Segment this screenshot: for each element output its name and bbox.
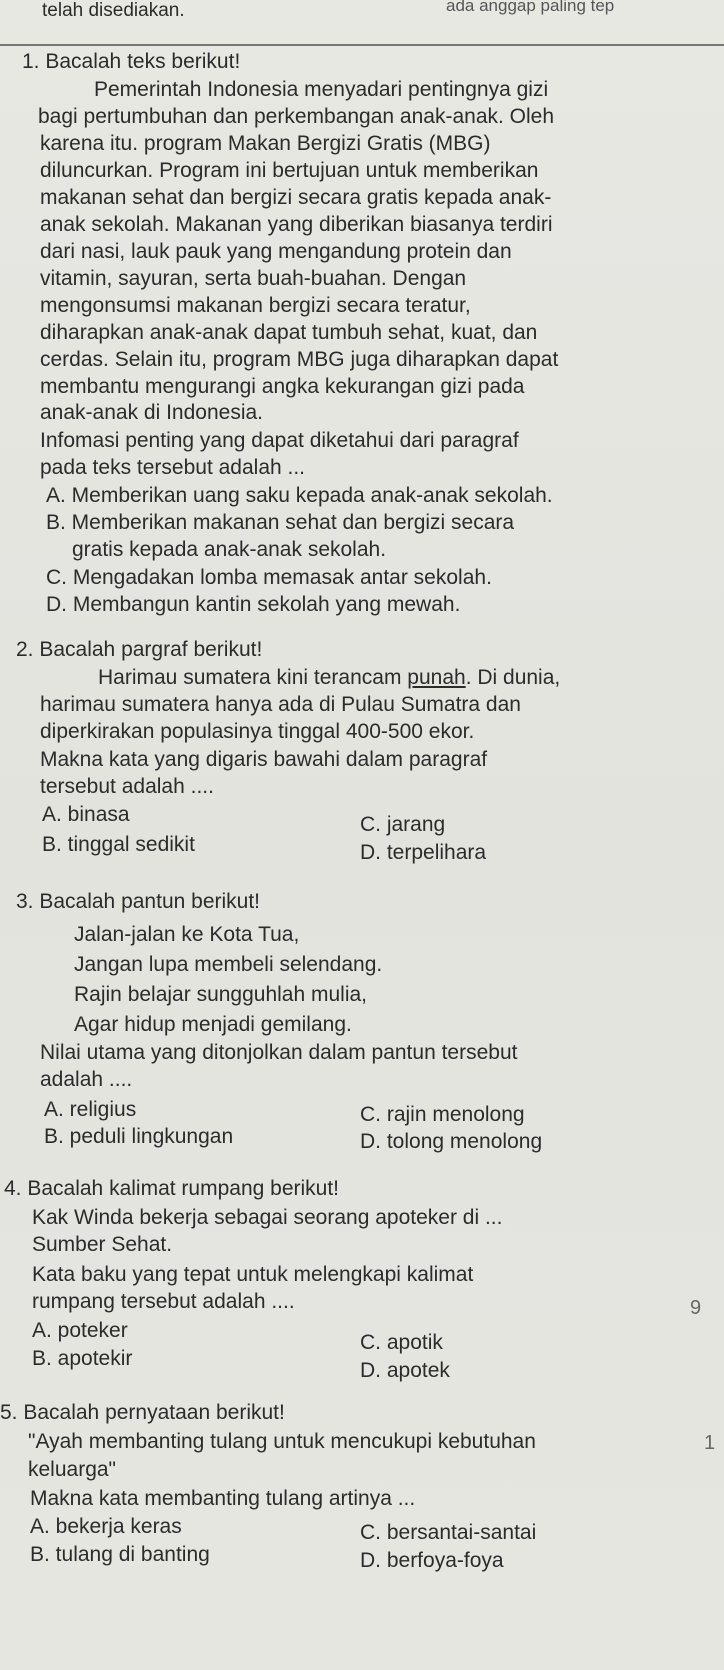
q4-option-d[interactable]: D. apotek: [360, 1359, 450, 1382]
q1-para-line: mengonsumsi makanan bergizi secara teratur,: [40, 294, 471, 317]
q1-para-line: anak sekolah. Makanan yang diberikan biasanya terdiri: [40, 213, 553, 236]
q1-para-line: karena itu. program Makan Bergizi Gratis (MBG): [40, 132, 491, 155]
q2-option-d[interactable]: D. terpelihara: [360, 841, 487, 864]
q4-text-line: Kak Winda bekerja sebagai seorang apoteker di ...: [32, 1206, 503, 1229]
q5-option-d[interactable]: D. berfoya-foya: [360, 1549, 504, 1572]
q4-text-line: Sumber Sehat.: [32, 1233, 173, 1256]
q1-para-line: cerdas. Selain itu, program MBG juga diharapkan dapat: [40, 348, 559, 371]
q1-para-line: membantu mengurangi angka kekurangan gizi pada: [40, 375, 525, 398]
q4-option-a[interactable]: A. poteker: [32, 1319, 128, 1342]
header-strip: [0, 0, 724, 46]
q5-option-a[interactable]: A. bekerja keras: [30, 1515, 182, 1538]
pantun-line: Jangan lupa membeli selendang.: [74, 953, 383, 976]
pantun-line: Jalan-jalan ke Kota Tua,: [74, 923, 300, 946]
q5-question: Makna kata membanting tulang artinya ...: [30, 1487, 416, 1510]
underlined-word: punah: [407, 666, 466, 689]
q1-title: 1. Bacalah teks berikut!: [22, 50, 241, 73]
q2-question-line: tersebut adalah ....: [40, 775, 214, 798]
q3-option-a[interactable]: A. religius: [44, 1098, 137, 1121]
q1-option-a[interactable]: A. Memberikan uang saku kepada anak-anak sekolah.: [46, 484, 553, 507]
q5-option-b[interactable]: B. tulang di banting: [30, 1543, 210, 1566]
q1-option-b[interactable]: B. Memberikan makanan sehat dan bergizi secara: [46, 511, 515, 534]
q3-title: 3. Bacalah pantun berikut!: [16, 890, 261, 913]
q1-para-line: makanan sehat dan bergizi secara gratis kepada anak-: [40, 186, 552, 209]
q1-para-line: anak-anak di Indonesia.: [40, 401, 263, 424]
q2-para-line: harimau sumatera hanya ada di Pulau Sumatra dan: [40, 693, 521, 716]
q1-question-line: pada teks tersebut adalah ...: [40, 456, 306, 479]
q3-question-line: adalah ....: [40, 1068, 133, 1091]
q2-question-line: Makna kata yang digaris bawahi dalam paragraf: [40, 748, 488, 771]
q4-question-line: Kata baku yang tepat untuk melengkapi kalimat: [32, 1263, 474, 1286]
q2-option-b[interactable]: B. tinggal sedikit: [42, 833, 195, 856]
q4-question-line: rumpang tersebut adalah ....: [32, 1290, 295, 1313]
pantun-line: Rajin belajar sungguhlah mulia,: [74, 983, 368, 1006]
q1-option-c[interactable]: C. Mengadakan lomba memasak antar sekolah.: [46, 566, 492, 589]
q2-para-line: diperkirakan populasinya tinggal 400-500 ekor.: [40, 720, 475, 743]
q5-text-line: "Ayah membanting tulang untuk mencukupi kebutuhan: [28, 1430, 536, 1453]
q1-para-line: diharapkan anak-anak dapat tumbuh sehat, kuat, dan: [40, 321, 538, 344]
header-left-text: telah disediakan.: [42, 0, 185, 21]
q5-title: 5. Bacalah pernyataan berikut!: [0, 1401, 285, 1424]
q2-option-c[interactable]: C. jarang: [360, 813, 446, 836]
header-right-text: ada anggap paling tep: [446, 0, 615, 15]
q1-para-line: bagi pertumbuhan dan perkembangan anak-anak. Oleh: [38, 105, 555, 128]
margin-mark: 9: [690, 1297, 702, 1319]
q2-option-a[interactable]: A. binasa: [42, 803, 130, 826]
q4-title: 4. Bacalah kalimat rumpang berikut!: [4, 1177, 340, 1200]
q3-option-d[interactable]: D. tolong menolong: [360, 1130, 543, 1153]
q3-option-c[interactable]: C. rajin menolong: [360, 1103, 525, 1126]
margin-mark: 1: [704, 1432, 716, 1454]
q2-title: 2. Bacalah pargraf berikut!: [16, 638, 263, 661]
pantun-line: Agar hidup menjadi gemilang.: [74, 1013, 352, 1036]
q1-option-b-cont[interactable]: gratis kepada anak-anak sekolah.: [72, 538, 387, 561]
q4-option-c[interactable]: C. apotik: [360, 1331, 443, 1354]
q1-option-d[interactable]: D. Membangun kantin sekolah yang mewah.: [46, 593, 461, 616]
q1-para-line: Pemerintah Indonesia menyadari pentingnya gizi: [94, 78, 549, 101]
q2-para-line: Harimau sumatera kini terancam punah. Di dunia,: [98, 666, 561, 689]
q1-question-line: Infomasi penting yang dapat diketahui dari paragraf: [40, 429, 519, 452]
q4-option-b[interactable]: B. apotekir: [32, 1347, 133, 1370]
q1-para-line: diluncurkan. Program ini bertujuan untuk memberikan: [40, 159, 539, 182]
q3-question-line: Nilai utama yang ditonjolkan dalam pantun tersebut: [40, 1041, 518, 1064]
q3-option-b[interactable]: B. peduli lingkungan: [44, 1125, 234, 1148]
q1-para-line: vitamin, sayuran, serta buah-buahan. Dengan: [40, 267, 467, 290]
q5-text-line: keluarga": [28, 1458, 117, 1481]
q1-para-line: dari nasi, lauk pauk yang mengandung protein dan: [40, 240, 512, 263]
q5-option-c[interactable]: C. bersantai-santai: [360, 1521, 537, 1544]
